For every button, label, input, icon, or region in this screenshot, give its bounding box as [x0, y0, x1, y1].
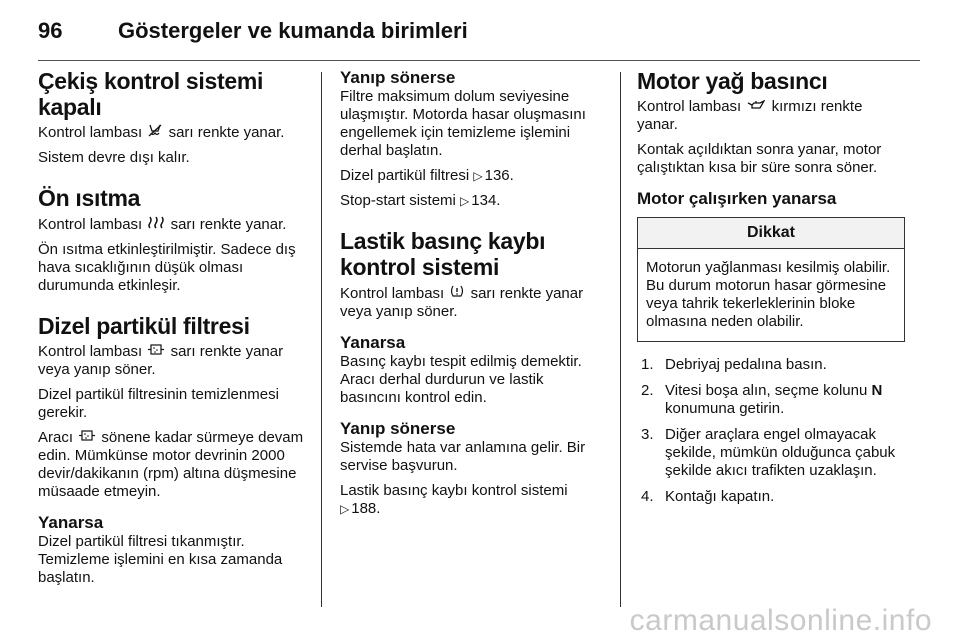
text: Dizel partikül filtresi [340, 167, 470, 184]
paragraph [340, 284, 608, 321]
subsection-title-blink: Yanıp sönerse [340, 68, 456, 87]
text: Vitesi boşa alın, seçme kolunu [665, 382, 868, 399]
page-number: 96 [38, 18, 63, 43]
paragraph [38, 124, 306, 142]
section-title-dpf: Dizel partikül filtresi [38, 313, 250, 339]
text: Kontrol lambası [340, 285, 445, 302]
section-title-traction-control: Çekiş kontrol sistemi kapalı [38, 68, 264, 120]
subsection-title-running: Motor çalışırken yanarsa [637, 189, 837, 208]
traction-off-icon [148, 124, 162, 142]
step-text: Diğer araçlara engel olmayacak şekilde, mümkün olduğunca çabuk şekilde akıcı trafikten uzaklaşın. [665, 426, 896, 479]
column-middle [340, 68, 608, 525]
step-text: Debriyaj pedalına basın. [665, 356, 827, 373]
step-text [665, 382, 905, 418]
section-title-preheat: Ön ısıtma [38, 185, 141, 211]
list-item [637, 356, 905, 374]
page-ref-number: 136. [484, 167, 514, 184]
column-left [38, 68, 306, 594]
list-item [637, 426, 905, 480]
text: Kontrol lambası [38, 216, 143, 233]
section-title-tpms: Lastik basınç kaybı kontrol sistemi [340, 228, 546, 280]
text: Stop-start sistemi [340, 192, 456, 209]
list-item [637, 488, 905, 506]
page-reference [340, 192, 608, 210]
step-text: Kontağı kapatın. [665, 488, 775, 505]
text: sarı renkte yanar. [170, 216, 287, 233]
paragraph: Sistemde hata var anlamına gelir. Bir servise başvurun. [340, 439, 586, 474]
text: Kontrol lambası [38, 124, 143, 141]
text: sarı renkte yanar veya yanıp söner. [340, 285, 584, 320]
column-right [637, 68, 905, 514]
steps-list [637, 356, 905, 506]
column-divider [321, 72, 322, 607]
subsection-title-on: Yanarsa [38, 513, 104, 532]
text: konumuna getirin. [665, 400, 785, 417]
notice-title: Dikkat [638, 218, 904, 249]
tire-pressure-icon [450, 284, 464, 303]
step-number: 3. [641, 426, 654, 443]
gear-position-label: N [871, 382, 883, 399]
paragraph: Dizel partikül filtresi tıkanmıştır. Temizleme işlemini en kısa zamanda başlatın. [38, 533, 283, 586]
column-divider [620, 72, 621, 607]
paragraph: Basınç kaybı tespit edilmiş demektir. Aracı derhal durdurun ve lastik basıncını kontrol edin. [340, 353, 582, 406]
step-number: 1. [641, 356, 654, 373]
page-reference [340, 482, 608, 518]
page-header [38, 10, 920, 54]
text: kırmızı renkte yanar. [637, 98, 863, 133]
oil-can-icon [747, 98, 765, 116]
page-reference [340, 167, 608, 185]
glow-plug-icon [148, 215, 164, 234]
text: sönene kadar sürmeye devam edin. Mümkünse motor devrinin 2000 devir/dakikanın (rpm) altına düşmesine müsaade etmeyin. [38, 429, 304, 500]
step-number: 2. [641, 382, 654, 399]
page-reference-arrow-icon: ▷ [460, 194, 470, 208]
text: Lastik basınç kaybı kontrol sistemi [340, 482, 568, 499]
diesel-particulate-filter-icon [79, 429, 95, 447]
text: sarı renkte yanar veya yanıp söner. [38, 343, 284, 378]
text: Kontrol lambası [38, 343, 143, 360]
list-item [637, 382, 905, 418]
paragraph [38, 429, 306, 501]
diesel-particulate-filter-icon [148, 343, 164, 361]
text: Kontrol lambası [637, 98, 742, 115]
page-ref-number: 134. [471, 192, 501, 209]
page-reference-arrow-icon: ▷ [340, 502, 350, 516]
subsection-title-on: Yanarsa [340, 333, 406, 352]
page-ref-number: 188. [351, 500, 381, 517]
paragraph: Kontak açıldıktan sonra yanar, motor çalıştıktan kısa bir süre sonra söner. [637, 141, 882, 176]
paragraph [38, 215, 306, 234]
paragraph: Sistem devre dışı kalır. [38, 149, 190, 166]
paragraph: Dizel partikül filtresinin temizlenmesi gerekir. [38, 386, 279, 421]
text: Aracı [38, 429, 74, 446]
paragraph: Filtre maksimum dolum seviyesine ulaşmıştır. Motorda hasar oluşmasını engellemek için temizleme işlemini derhal başlatın. [340, 88, 586, 159]
section-title-oil-pressure: Motor yağ basıncı [637, 68, 828, 94]
text: sarı renkte yanar. [168, 124, 285, 141]
step-number: 4. [641, 488, 654, 505]
paragraph [38, 343, 306, 379]
running-title: Göstergeler ve kumanda birimleri [118, 18, 468, 43]
notice-body: Motorun yağlanması kesilmiş olabilir. Bu durum motorun hasar görmesine veya tahrik tekerleklerinin bloke olmasına neden olabilir. [646, 259, 891, 330]
notice-box [637, 217, 905, 342]
page-reference-arrow-icon: ▷ [473, 169, 483, 183]
subsection-title-blink: Yanıp sönerse [340, 419, 456, 438]
header-rule [38, 60, 920, 61]
watermark: carmanualsonline.info [629, 604, 932, 637]
paragraph [637, 98, 905, 134]
paragraph: Ön ısıtma etkinleştirilmiştir. Sadece dış hava sıcaklığının düşük olması durumunda etkinleşir. [38, 241, 296, 294]
